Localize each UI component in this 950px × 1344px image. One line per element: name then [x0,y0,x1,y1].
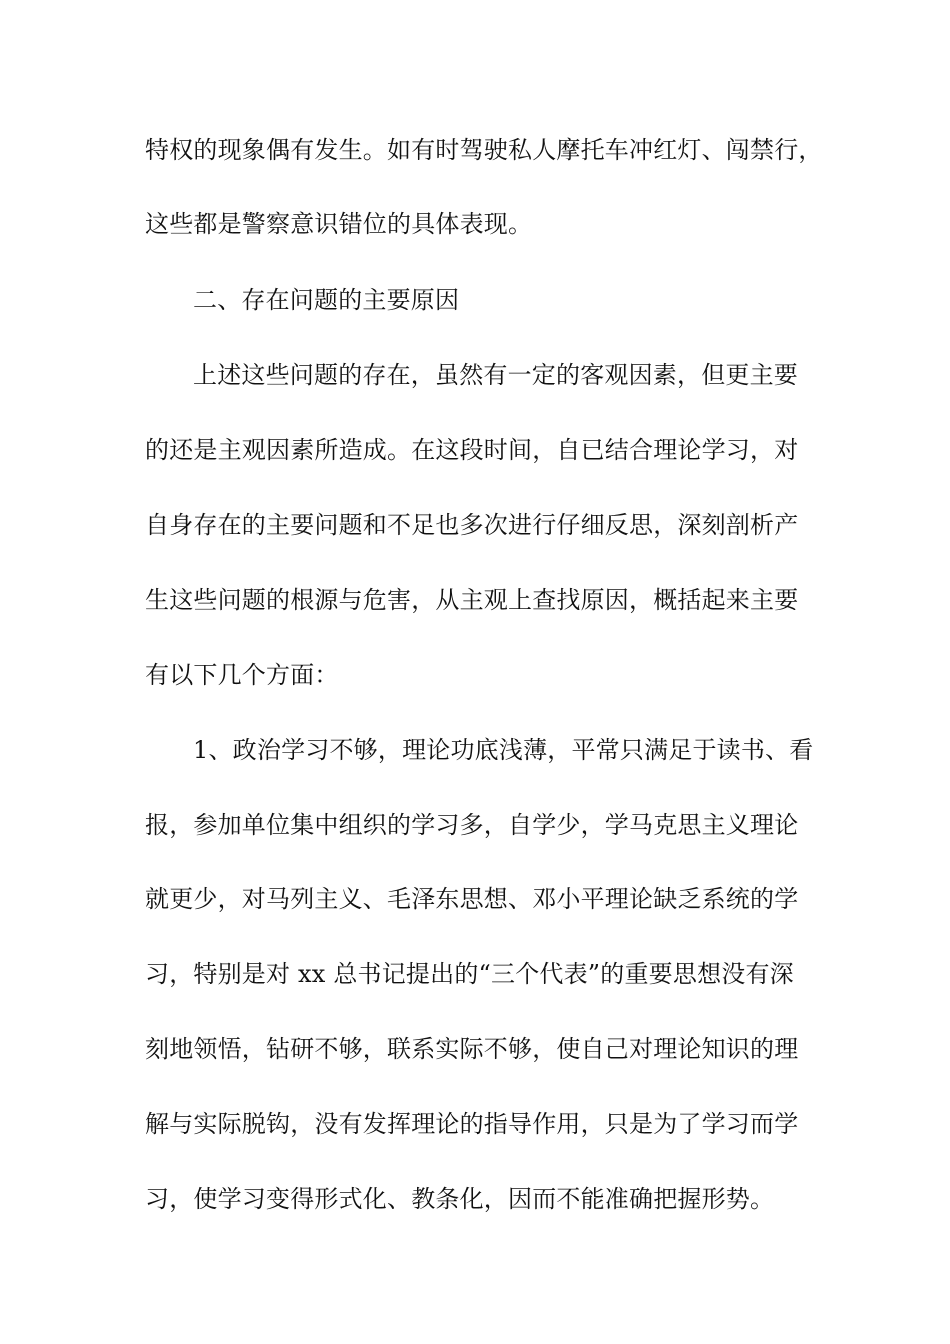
text-line: 有以下几个方面： [145,661,339,689]
text-line: 习，特别是对 xx 总书记提出的“三个代表”的重要思想没有深 [145,960,794,988]
text-line: 的还是主观因素所造成。在这段时间，自已结合理论学习，对 [145,436,799,464]
text-line: 就更少，对马列主义、毛泽东思想、邓小平理论缺乏系统的学 [145,885,799,913]
text-line: 习，使学习变得形式化、教条化，因而不能准确把握形势。 [145,1185,775,1213]
text-line: 生这些问题的根源与危害，从主观上查找原因，概括起来主要 [145,586,799,614]
section-heading: 二、存在问题的主要原因 [193,286,460,314]
text-line: 刻地领悟，钻研不够，联系实际不够，使自己对理论知识的理 [145,1035,799,1063]
text-line: 特权的现象偶有发生。如有时驾驶私人摩托车冲红灯、闯禁行， [145,136,823,164]
text-line: 自身存在的主要问题和不足也多次进行仔细反思，深刻剖析产 [145,511,799,539]
list-item-heading: 1、政治学习不够，理论功底浅薄，平常只满足于读书、看 [193,736,814,764]
text-line: 解与实际脱钩，没有发挥理论的指导作用，只是为了学习而学 [145,1110,799,1138]
text-line: 上述这些问题的存在，虽然有一定的客观因素，但更主要 [193,361,798,389]
text-line: 这些都是警察意识错位的具体表现。 [145,210,533,238]
text-line: 报，参加单位集中组织的学习多，自学少，学马克思主义理论 [145,811,799,839]
